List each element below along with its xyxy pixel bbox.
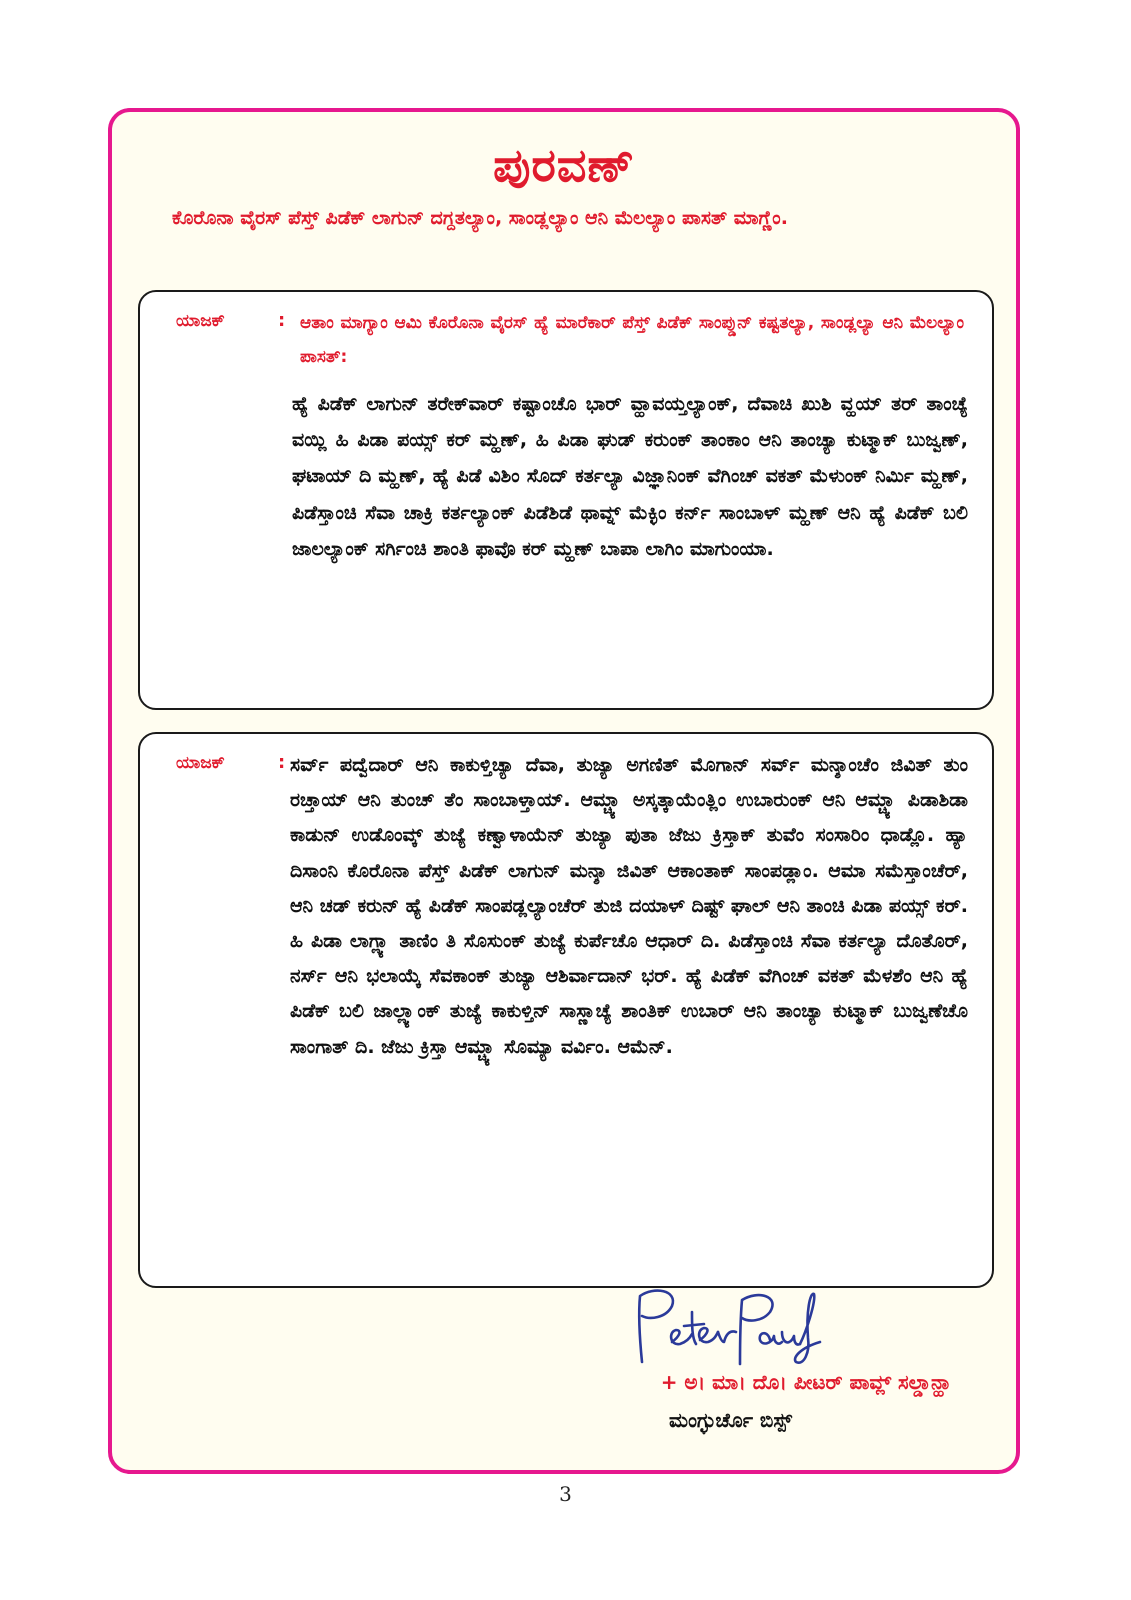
speaker-label: ಯಾಜಕ್ (176, 753, 225, 773)
speaker-colon: : (278, 752, 286, 773)
signature-title: ಮಂಗ್ಳುರ್ಚೊ ಬಿಸ್ಪ್ (669, 1408, 792, 1432)
prayer-intention: ಆತಾಂ ಮಾಗ್ಯಾಂ ಆಮಿ ಕೊರೊನಾ ವೈರಸ್ ಹ್ಯೆ ಮಾರೆಕಾರ್ ಪೆಸ್ತ್ ಪಿಡೆಕ್ ಸಾಂಪ್ಡುನ್ ಕಷ್ಟತಲ್ಯಾ, ಸಾಂಡ್ಲಲ್ಯಾ ಆನಿ ಮೆಲಲ್ಯಾಂ ಪಾಸತ್: (300, 313, 964, 367)
prayer-body: ಸರ್ವ್ ಪದ್ವೆದಾರ್ ಆನಿ ಕಾಕುಳ್ತಿಚ್ಯಾ ದೆವಾ, ತುಜ್ಯಾ ಅಗಣಿತ್ ಮೊಗಾನ್ ಸರ್ವ್ ಮನ್ಶಾಂಚೆಂ ಜಿವಿತ್ ತುಂ ರಚ್ತಾಯ್ ಆನಿ ತುಂಚ್ ತೆಂ ಸಾಂಬಾಳ್ತಾಯ್. ಆಮ್ಚ್ಯಾ ಅಸ್ಕತ್ಕಾಯೆಂತ್ಲಿಂ ಉಬಾರುಂಕ್ ಆನಿ ಆಮ್ಚ್ಯಾ ಪಿಡಾಶಿಡಾ ಕಾಡುನ್ ಉಡೊಂವ್ಕ್ ತುಜ್ಯೆ ಕಣ್ವಾಳಾಯೆನ್ ತುಜ್ಯಾ ಪುತಾ ಜೆಜು ಕ್ರಿಸ್ತಾಕ್ ತುವೆಂ ಸಂಸಾರಿಂ ಧಾಡ್ಲೊ. ಹ್ಯಾ ದಿಸಾಂನಿ ಕೊರೊನಾ ಪೆಸ್ತ್ ಪಿಡೆಕ್ ಲಾಗುನ್ ಮನ್ಶಾ ಜಿವಿತ್ ಆಕಾಂತಾಕ್ ಸಾಂಪಡ್ಲಾಂ. ಆಮಾ ಸಮೆಸ್ತಾಂಚೆರ್, ಆನಿ ಚಡ್ ಕರುನ್ ಹ್ಯೆ ಪಿಡೆಕ್ ಸಾಂಪಡ್ಲಲ್ಯಾಂಚೆರ್ ತುಜಿ ದಯಾಳ್ ದಿಷ್ಟ್ ಘಾಲ್ ಆನಿ ತಾಂಚಿ ಪಿಡಾ ಪಯ್ಸ್ ಕರ್. ಹಿ ಪಿಡಾ ಲಾಗ್ಲ್ಯಾ ತಾಣಿಂ ತಿ ಸೊಸುಂಕ್ ತುಜ್ಯೆ ಕುರ್ಪೆಚೊ ಆಧಾರ್ ದಿ. ಪಿಡೆಸ್ತಾಂಚಿ ಸೆವಾ ಕರ್ತಲ್ಯಾ ದೊತೊರ್, ನರ್ಸ್ ಆನಿ ಭಲಾಯ್ಕೆ ಸೆವಕಾಂಕ್ ತುಜ್ಯಾ ಆಶಿರ್ವಾದಾನ್ ಭರ್. ಹ್ಯೆ ಪಿಡೆಕ್ ವೆಗಿಂಚ್ ವಕತ್ ಮೆಳಶೆಂ ಆನಿ ಹ್ಯೆ ಪಿಡೆಕ್ ಬಲಿ ಜಾಲ್ಲ್ಯಾಂಕ್ ತುಜ್ಯೆ ಕಾಕುಳ್ತಿನ್ ಸಾಸ್ಣಾಚ್ಯೆ ಶಾಂತಿಕ್ ಉಬಾರ್ ಆನಿ ತಾಂಚ್ಯಾ ಕುಟ್ಮಾಕ್ ಬುಜ್ವಣೆಚೊ ಸಾಂಗಾತ್ ದಿ. ಜೆಜು ಕ್ರಿಸ್ತಾ ಆಮ್ಚ್ಯಾ ಸೊಮ್ಯಾ ವರ್ವಿಂ. ಆಮೆನ್. (290, 754, 968, 1058)
handwritten-signature (620, 1282, 840, 1372)
intro-text: ಕೊರೊನಾ ವೈರಸ್ ಪೆಸ್ತ್ ಪಿಡೆಕ್ ಲಾಗುನ್ ದಗ್ದತಲ್ಯಾಂ, ಸಾಂಡ್ಲಲ್ಯಾಂ ಆನಿ ಮೆಲಲ್ಯಾಂ ಪಾಸತ್ ಮಾಗ್ಣೆಂ. (172, 207, 788, 229)
prayer-box-2 (138, 732, 994, 1288)
page-title: ಪುರವಣ್ (493, 138, 635, 192)
page-frame (108, 108, 1020, 1474)
speaker-colon: : (278, 310, 286, 331)
speaker-label: ಯಾಜಕ್ (176, 311, 225, 331)
signature-author: + ಅ। ಮಾ। ದೊ। ಪೀಟರ್ ಪಾವ್ಲ್ ಸಲ್ಡಾನ್ಹಾ (660, 1370, 952, 1394)
page-number: 3 (559, 1482, 572, 1506)
prayer-body: ಹ್ಯೆ ಪಿಡೆಕ್ ಲಾಗುನ್ ತರೇಕ್‌ವಾರ್ ಕಷ್ಟಾಂಚೊ ಭಾರ್ ವ್ಹಾವಯ್ತಲ್ಯಾಂಕ್, ದೆವಾಚಿ ಖುಶಿ ವ್ಹಯ್ ತರ್ ತಾಂಚ್ಯೆ ವಯ್ಲಿ ಹಿ ಪಿಡಾ ಪಯ್ಸ್ ಕರ್ ಮ್ಹಣ್, ಹಿ ಪಿಡಾ ಘುಡ್ ಕರುಂಕ್ ತಾಂಕಾಂ ಆನಿ ತಾಂಚ್ಯಾ ಕುಟ್ಮಾಕ್ ಬುಜ್ವಣ್, ಘಟಾಯ್ ದಿ ಮ್ಹಣ್, ಹ್ಯೆ ಪಿಡೆ ವಿಶಿಂ ಸೊದ್ ಕರ್ತಲ್ಯಾ ವಿಜ್ಞಾನಿಂಕ್ ವೆಗಿಂಚ್ ವಕತ್ ಮೆಳುಂಕ್ ನಿರ್ಮಿ ಮ್ಹಣ್, ಪಿಡೆಸ್ತಾಂಚಿ ಸೆವಾ ಚಾಕ್ರಿ ಕರ್ತಲ್ಯಾಂಕ್ ಪಿಡೆಶಿಡೆ ಥಾವ್ನ್ ಮೆಕ್ಳಿಂ ಕರ್ನ್ ಸಾಂಬಾಳ್ ಮ್ಹಣ್ ಆನಿ ಹ್ಯೆ ಪಿಡೆಕ್ ಬಲಿ ಜಾಲಲ್ಯಾಂಕ್ ಸರ್ಗಿಂಚಿ ಶಾಂತಿ ಫಾವೊ ಕರ್ ಮ್ಹಣ್ ಬಾಪಾ ಲಾಗಿಂ ಮಾಗುಂಯಾ. (292, 393, 968, 560)
prayer-box-1 (138, 290, 994, 710)
